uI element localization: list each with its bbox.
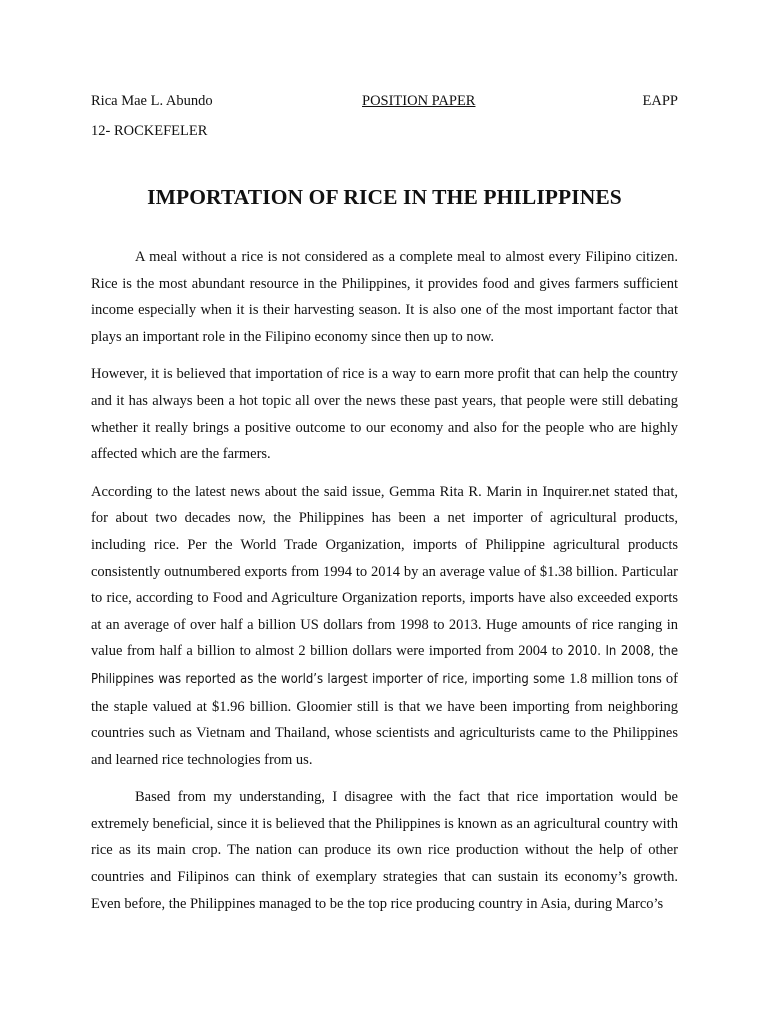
document-type-label: POSITION PAPER (362, 93, 476, 109)
paragraph-4: Based from my understanding, I disagree with the fact that rice importation would be extremely beneficial, since it is believed that the Philippines is known as an agricultural country with rice as its main crop. The nation can produce its own rice production without the help of other countries and Filipinos can think of exemplary strategies that can sustain its economy’s growth. Even before, the Philippines managed to be the top rice producing country in Asia, during Marco’s (91, 789, 678, 912)
subject-label: EAPP (642, 93, 678, 109)
document-header (91, 93, 678, 113)
paragraph-3-part-1: According to the latest news about the said issue, Gemma Rita R. Marin in Inquirer.net stated that, for about two decades now, the Philippines has been a net importer of agricultural products, including rice. Per the World Trade Organization, imports of Philippine agricultural products consistently outnumbered exports from 1994 to 2014 by an average value of $1.38 billion. Particular to rice, according to Food and Agriculture Organization reports, imports have also exceeded exports at an average of over half a billion US dollars from 1998 to 2013. Huge amounts of rice ranging in value from half a billion to almost 2 billion dollars were imported from 2004 to (91, 483, 678, 660)
paragraph-3-part-3: 1.8 million tons of the staple valued at $1.96 billion. Gloomier still is that we have been importing from neighboring countries such as Vietnam and Thailand, whose scientists and agriculturists came to the Philippines and learned rice technologies from us. (91, 670, 678, 768)
paragraph-3 (91, 479, 678, 774)
paragraph-1: A meal without a rice is not considered as a complete meal to almost every Filipino citizen. Rice is the most abundant resource in the Philippines, it provides food and gives farmers sufficient income especially when it is their harvesting season. It is also one of the most important factor that plays an important role in the Filipino economy since then up to now. (91, 249, 678, 345)
document-body (91, 244, 678, 928)
document-title: IMPORTATION OF RICE IN THE PHILIPPINES (147, 185, 622, 209)
paragraph-3-part-2: 2010. In 2008, the Philippines was reported as the world’s largest importer of rice, importing some (91, 644, 679, 687)
paragraph-2: However, it is believed that importation of rice is a way to earn more profit that can help the country and it has always been a hot topic all over the news these past years, that people were still debating whether it really brings a positive outcome to our economy and also for the people who are highly affected which are the farmers. (91, 366, 678, 463)
class-section: 12- ROCKEFELER (91, 123, 208, 139)
author-name: Rica Mae L. Abundo (91, 93, 213, 109)
